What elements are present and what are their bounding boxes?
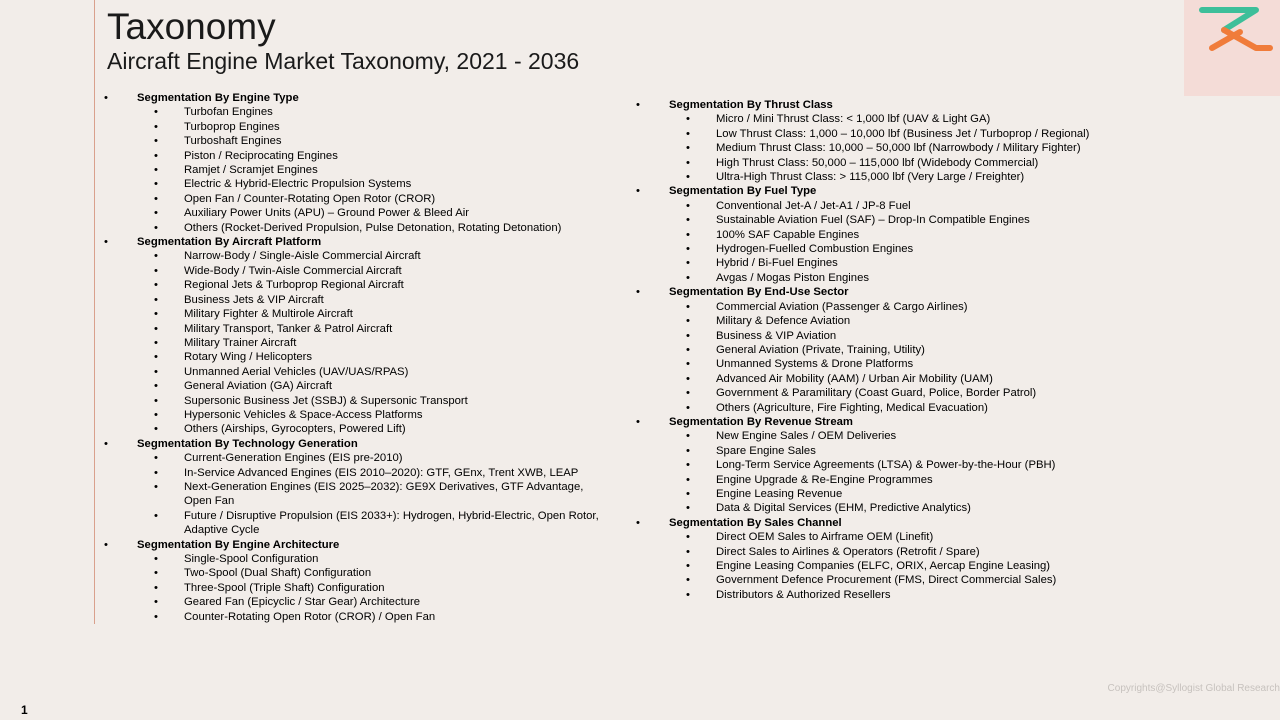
bullet-marker: • <box>686 127 690 140</box>
list-item <box>104 264 604 278</box>
bullet-marker: • <box>154 466 158 479</box>
bullet-marker: • <box>686 459 690 472</box>
page-number: 1 <box>21 703 28 717</box>
segment-title: Segmentation By Aircraft Platform <box>137 236 322 249</box>
list-item-text: Geared Fan (Epicyclic / Star Gear) Architecture <box>184 596 421 609</box>
segment-heading <box>636 415 1096 429</box>
accent-divider-line <box>94 0 95 624</box>
list-item-text: Rotary Wing / Helicopters <box>184 351 313 364</box>
segment-heading <box>636 184 1096 198</box>
bullet-marker: • <box>686 113 690 126</box>
list-item-text: Supersonic Business Jet (SSBJ) & Supersonic Transport <box>184 394 468 407</box>
list-item-text: Others (Airships, Gyrocopters, Powered Lift) <box>184 423 406 436</box>
segment-title: Segmentation By Engine Architecture <box>137 538 340 551</box>
taxonomy-column-right <box>636 98 1096 602</box>
segment-title: Segmentation By Engine Type <box>137 92 299 104</box>
bullet-marker: • <box>686 315 690 328</box>
list-item-text: 100% SAF Capable Engines <box>716 228 860 241</box>
list-item-text: Commercial Aviation (Passenger & Cargo Airlines) <box>716 300 968 313</box>
list-item <box>104 365 604 379</box>
list-item <box>104 394 604 408</box>
list-item-text: Ultra-High Thrust Class: > 115,000 lbf (Very Large / Freighter) <box>716 171 1025 184</box>
list-item-text: Turboshaft Engines <box>184 135 282 148</box>
bullet-marker: • <box>686 387 690 400</box>
list-item-text: Regional Jets & Turboprop Regional Aircraft <box>184 279 404 292</box>
segment-title: Segmentation By Revenue Stream <box>669 415 853 428</box>
list-item <box>636 127 1096 141</box>
list-item-text: Turboprop Engines <box>184 120 280 133</box>
list-item <box>104 249 604 263</box>
list-item-text: Hybrid / Bi-Fuel Engines <box>716 257 838 270</box>
bullet-marker: • <box>636 286 640 299</box>
bullet-marker: • <box>154 581 158 594</box>
list-item-text: Current-Generation Engines (EIS pre-2010) <box>184 452 403 465</box>
list-item-text: Engine Upgrade & Re-Engine Programmes <box>716 473 933 486</box>
bullet-marker: • <box>104 538 108 551</box>
segment-heading <box>104 538 604 552</box>
list-item <box>636 559 1096 573</box>
bullet-marker: • <box>686 430 690 443</box>
bullet-marker: • <box>154 120 158 133</box>
bullet-marker: • <box>154 351 158 364</box>
list-item-text: Avgas / Mogas Piston Engines <box>716 271 870 284</box>
bullet-marker: • <box>154 192 158 205</box>
list-item <box>104 336 604 350</box>
bullet-marker: • <box>154 567 158 580</box>
list-item-text: Sustainable Aviation Fuel (SAF) – Drop-In Compatible Engines <box>716 214 1030 227</box>
list-item <box>636 386 1096 400</box>
bullet-marker: • <box>686 531 690 544</box>
list-item-text: Engine Leasing Companies (ELFC, ORIX, Aercap Engine Leasing) <box>716 560 1051 572</box>
list-item <box>636 573 1096 587</box>
bullet-marker: • <box>686 156 690 169</box>
bullet-marker: • <box>154 221 158 234</box>
list-item <box>636 156 1096 170</box>
list-item <box>104 206 604 220</box>
list-item <box>636 357 1096 371</box>
segment-heading <box>104 235 604 249</box>
bullet-marker: • <box>686 401 690 414</box>
segment-heading <box>104 437 604 451</box>
list-item <box>636 429 1096 443</box>
bullet-marker: • <box>636 516 640 529</box>
list-item-text: Counter-Rotating Open Rotor (CROR) / Open Fan <box>184 610 436 623</box>
list-item <box>104 221 604 235</box>
bullet-marker: • <box>154 264 158 277</box>
list-item <box>636 300 1096 314</box>
bullet-marker: • <box>154 509 158 522</box>
list-item <box>636 141 1096 155</box>
list-item <box>104 134 604 148</box>
list-item <box>104 408 604 422</box>
list-item <box>104 480 604 509</box>
list-item <box>636 588 1096 602</box>
bullet-marker: • <box>636 415 640 428</box>
list-item-text: Data & Digital Services (EHM, Predictive Analytics) <box>716 502 971 515</box>
list-item-text: Conventional Jet-A / Jet-A1 / JP-8 Fuel <box>716 199 911 212</box>
copyright-text: Copyrights@Syllogist Global Research <box>1107 683 1280 694</box>
list-item-text: Unmanned Systems & Drone Platforms <box>716 358 914 371</box>
segment-heading <box>636 285 1096 299</box>
list-item <box>636 401 1096 415</box>
bullet-marker: • <box>104 92 108 104</box>
list-item-text: General Aviation (GA) Aircraft <box>184 380 332 393</box>
list-item <box>636 213 1096 227</box>
list-item-text: Military Fighter & Multirole Aircraft <box>184 308 353 321</box>
list-item <box>104 322 604 336</box>
bullet-marker: • <box>686 329 690 342</box>
list-item-text: Others (Rocket-Derived Propulsion, Pulse Detonation, Rotating Detonation) <box>184 221 562 234</box>
bullet-marker: • <box>154 322 158 335</box>
list-item <box>104 307 604 321</box>
list-item-text: Narrow-Body / Single-Aisle Commercial Aircraft <box>184 250 421 263</box>
list-item-text: General Aviation (Private, Training, Utility) <box>716 343 925 356</box>
list-item <box>636 473 1096 487</box>
bullet-marker: • <box>636 185 640 198</box>
bullet-marker: • <box>686 588 690 601</box>
bullet-marker: • <box>154 336 158 349</box>
bullet-marker: • <box>154 135 158 148</box>
bullet-marker: • <box>686 487 690 500</box>
segment-title: Segmentation By End-Use Sector <box>669 286 849 299</box>
list-item-text: Long-Term Service Agreements (LTSA) & Power-by-the-Hour (PBH) <box>716 459 1056 472</box>
bullet-marker: • <box>686 257 690 270</box>
bullet-marker: • <box>154 178 158 191</box>
list-item <box>104 422 604 436</box>
list-item-text: Turbofan Engines <box>184 106 273 119</box>
syllogist-logo-icon <box>1196 4 1276 56</box>
list-item-text: Direct OEM Sales to Airframe OEM (Linefit) <box>716 531 934 544</box>
logo-container <box>1184 0 1280 96</box>
bullet-marker: • <box>154 293 158 306</box>
segment-title: Segmentation By Technology Generation <box>137 437 358 450</box>
segment-title: Segmentation By Thrust Class <box>669 99 833 111</box>
bullet-marker: • <box>686 214 690 227</box>
bullet-marker: • <box>154 250 158 263</box>
list-item-text: New Engine Sales / OEM Deliveries <box>716 430 897 443</box>
list-item-text: Wide-Body / Twin-Aisle Commercial Aircraft <box>184 264 402 277</box>
bullet-marker: • <box>686 372 690 385</box>
bullet-marker: • <box>686 473 690 486</box>
bullet-marker: • <box>154 452 158 465</box>
list-item-text: Military & Defence Aviation <box>716 315 851 328</box>
list-item <box>636 458 1096 472</box>
list-item-text: Micro / Mini Thrust Class: < 1,000 lbf (UAV & Light GA) <box>716 113 991 126</box>
bullet-marker: • <box>154 164 158 177</box>
list-item-text: Next-Generation Engines (EIS 2025–2032): GE9X Derivatives, GTF Advantage, Open Fan <box>184 480 584 508</box>
list-item <box>636 170 1096 184</box>
list-item <box>104 149 604 163</box>
list-item-text: Hypersonic Vehicles & Space-Access Platforms <box>184 408 423 421</box>
list-item <box>104 466 604 480</box>
bullet-marker: • <box>154 380 158 393</box>
list-item-text: Government & Paramilitary (Coast Guard, Police, Border Patrol) <box>716 387 1037 400</box>
list-item <box>104 278 604 292</box>
bullet-marker: • <box>686 142 690 155</box>
list-item-text: Two-Spool (Dual Shaft) Configuration <box>184 567 372 580</box>
list-item-text: Advanced Air Mobility (AAM) / Urban Air Mobility (UAM) <box>716 372 993 385</box>
list-item <box>104 581 604 595</box>
bullet-marker: • <box>154 553 158 565</box>
segment-heading <box>636 516 1096 530</box>
list-item <box>104 595 604 609</box>
list-item <box>636 112 1096 126</box>
list-item <box>104 120 604 134</box>
list-item <box>104 610 604 624</box>
list-item <box>104 509 604 538</box>
bullet-marker: • <box>686 502 690 515</box>
list-item-text: Medium Thrust Class: 10,000 – 50,000 lbf (Narrowbody / Military Fighter) <box>716 142 1081 155</box>
list-item-text: High Thrust Class: 50,000 – 115,000 lbf (Widebody Commercial) <box>716 156 1039 169</box>
bullet-marker: • <box>154 408 158 421</box>
list-item <box>636 242 1096 256</box>
list-item <box>636 545 1096 559</box>
bullet-marker: • <box>686 171 690 184</box>
list-item-text: Distributors & Authorized Resellers <box>716 588 891 601</box>
list-item-text: Military Trainer Aircraft <box>184 336 297 349</box>
bullet-marker: • <box>686 300 690 313</box>
bullet-marker: • <box>104 236 108 249</box>
list-item <box>636 487 1096 501</box>
list-item <box>104 566 604 580</box>
list-item-text: Business & VIP Aviation <box>716 329 837 342</box>
list-item-text: Unmanned Aerial Vehicles (UAV/UAS/RPAS) <box>184 365 409 378</box>
list-item <box>104 163 604 177</box>
bullet-marker: • <box>104 437 108 450</box>
bullet-marker: • <box>154 596 158 609</box>
bullet-marker: • <box>686 560 690 572</box>
list-item-text: Open Fan / Counter-Rotating Open Rotor (CROR) <box>184 192 436 205</box>
segment-title: Segmentation By Fuel Type <box>669 185 817 198</box>
bullet-marker: • <box>686 358 690 371</box>
bullet-marker: • <box>686 343 690 356</box>
list-item <box>104 379 604 393</box>
segment-heading <box>636 98 1096 112</box>
list-item-text: Ramjet / Scramjet Engines <box>184 164 318 177</box>
list-item <box>104 350 604 364</box>
list-item <box>104 552 604 566</box>
list-item <box>636 314 1096 328</box>
list-item <box>104 105 604 119</box>
list-item <box>636 444 1096 458</box>
bullet-marker: • <box>154 610 158 623</box>
bullet-marker: • <box>154 149 158 162</box>
bullet-marker: • <box>154 365 158 378</box>
list-item-text: Hydrogen-Fuelled Combustion Engines <box>716 243 914 256</box>
list-item-text: Others (Agriculture, Fire Fighting, Medical Evacuation) <box>716 401 988 414</box>
list-item-text: Spare Engine Sales <box>716 444 816 457</box>
page-subtitle: Aircraft Engine Market Taxonomy, 2021 - 2036 <box>107 48 580 74</box>
list-item-text: Government Defence Procurement (FMS, Direct Commercial Sales) <box>716 574 1057 587</box>
bullet-marker: • <box>154 207 158 220</box>
list-item-text: Three-Spool (Triple Shaft) Configuration <box>184 581 385 594</box>
list-item <box>104 177 604 191</box>
bullet-marker: • <box>636 99 640 111</box>
page-title: Taxonomy <box>107 6 276 47</box>
taxonomy-column-left <box>104 91 604 624</box>
list-item <box>104 192 604 206</box>
list-item-text: Direct Sales to Airlines & Operators (Retrofit / Spare) <box>716 545 980 558</box>
list-item-text: Piston / Reciprocating Engines <box>184 149 338 162</box>
list-item <box>636 256 1096 270</box>
list-item-text: Military Transport, Tanker & Patrol Aircraft <box>184 322 393 335</box>
list-item-text: Business Jets & VIP Aircraft <box>184 293 324 306</box>
list-item <box>636 343 1096 357</box>
bullet-marker: • <box>686 243 690 256</box>
list-item <box>636 199 1096 213</box>
bullet-marker: • <box>686 444 690 457</box>
list-item-text: Engine Leasing Revenue <box>716 487 843 500</box>
list-item-text: Single-Spool Configuration <box>184 553 319 565</box>
list-item-text: In-Service Advanced Engines (EIS 2010–2020): GTF, GEnx, Trent XWB, LEAP <box>184 466 579 479</box>
bullet-marker: • <box>154 394 158 407</box>
bullet-marker: • <box>686 545 690 558</box>
list-item-text: Electric & Hybrid-Electric Propulsion Systems <box>184 178 412 191</box>
bullet-marker: • <box>154 106 158 119</box>
bullet-marker: • <box>686 271 690 284</box>
list-item <box>104 451 604 465</box>
bullet-marker: • <box>154 423 158 436</box>
list-item <box>636 271 1096 285</box>
bullet-marker: • <box>686 228 690 241</box>
list-item-text: Auxiliary Power Units (APU) – Ground Power & Bleed Air <box>184 207 470 220</box>
bullet-marker: • <box>154 480 158 493</box>
list-item <box>636 501 1096 515</box>
bullet-marker: • <box>686 199 690 212</box>
list-item <box>636 228 1096 242</box>
segment-title: Segmentation By Sales Channel <box>669 516 842 529</box>
list-item <box>636 329 1096 343</box>
list-item <box>636 372 1096 386</box>
list-item-text: Future / Disruptive Propulsion (EIS 2033+): Hydrogen, Hybrid-Electric, Open Rotor, Adaptive Cycle <box>184 509 599 537</box>
list-item-text: Low Thrust Class: 1,000 – 10,000 lbf (Business Jet / Turboprop / Regional) <box>716 127 1090 140</box>
bullet-marker: • <box>154 279 158 292</box>
list-item <box>636 530 1096 544</box>
segment-heading <box>104 91 604 105</box>
list-item <box>104 293 604 307</box>
bullet-marker: • <box>686 574 690 587</box>
bullet-marker: • <box>154 308 158 321</box>
